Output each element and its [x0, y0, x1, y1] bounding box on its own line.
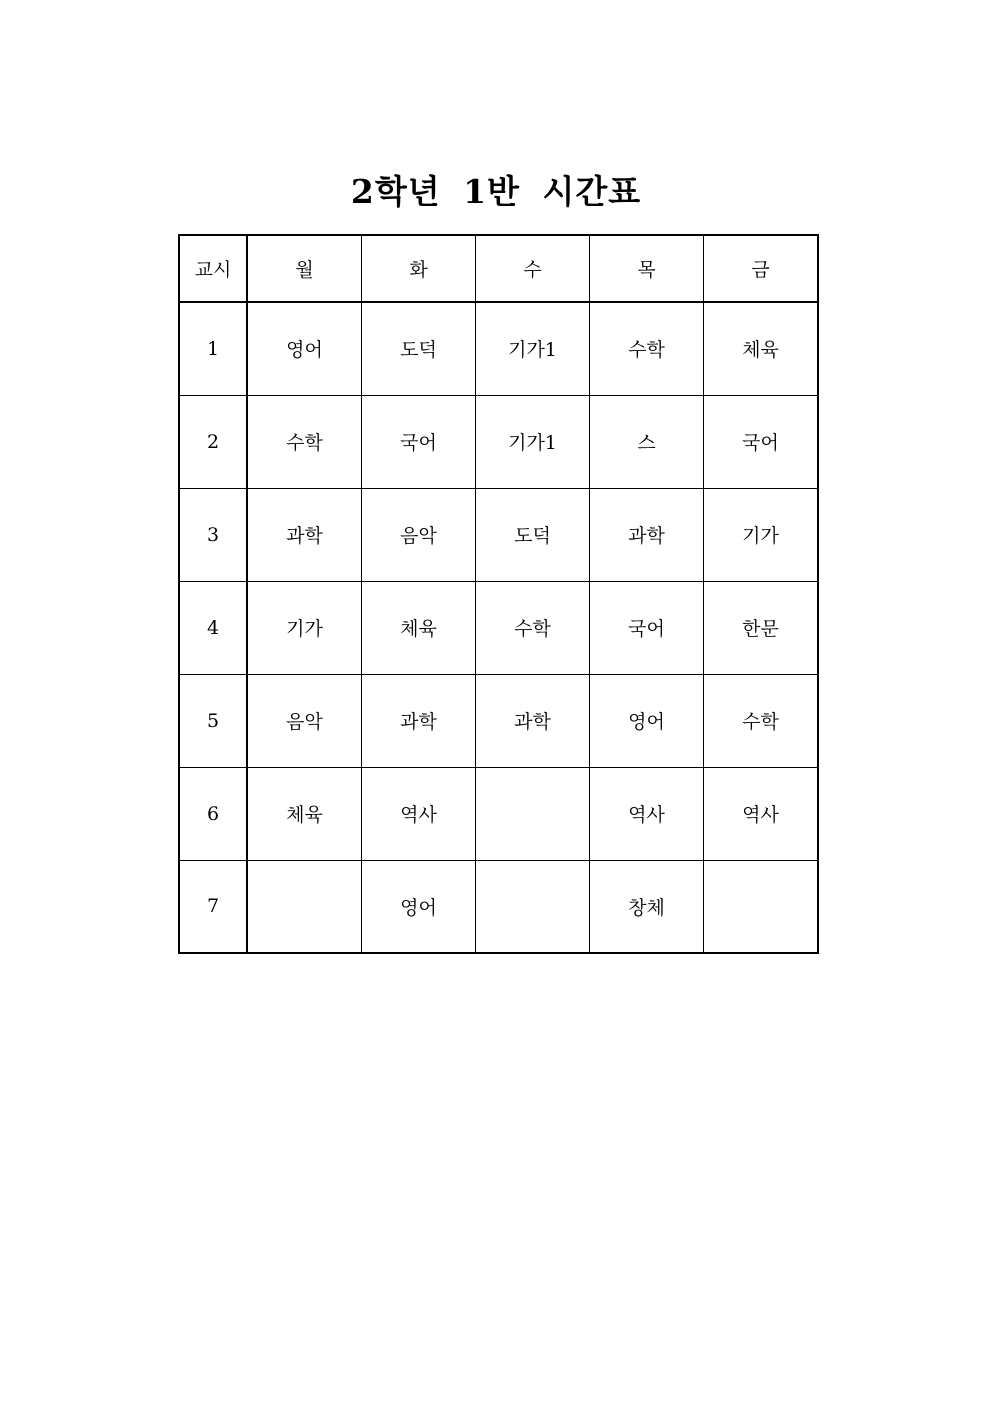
period-number: 7: [179, 860, 247, 953]
subject-cell: 수학: [476, 581, 590, 674]
subject-cell: 과학: [362, 674, 476, 767]
day-header-tue: 화: [362, 235, 476, 302]
timetable: [178, 234, 819, 954]
day-header-thu: 목: [590, 235, 704, 302]
day-header-wed: 수: [476, 235, 590, 302]
subject-cell: 국어: [362, 395, 476, 488]
subject-cell: 음악: [362, 488, 476, 581]
table-row: [179, 395, 818, 488]
subject-cell: 음악: [247, 674, 362, 767]
subject-cell: 체육: [247, 767, 362, 860]
subject-cell: 기가: [704, 488, 819, 581]
subject-cell: 역사: [590, 767, 704, 860]
table-row: [179, 488, 818, 581]
subject-cell: 과학: [590, 488, 704, 581]
subject-cell: 역사: [362, 767, 476, 860]
subject-cell: 역사: [704, 767, 819, 860]
subject-cell: 과학: [476, 674, 590, 767]
subject-cell: 창체: [590, 860, 704, 953]
subject-cell: 체육: [362, 581, 476, 674]
period-header: 교시: [179, 235, 247, 302]
subject-cell: 기가1: [476, 395, 590, 488]
subject-cell: 도덕: [362, 302, 476, 395]
subject-cell: 수학: [704, 674, 819, 767]
subject-cell: 국어: [704, 395, 819, 488]
subject-cell: 체육: [704, 302, 819, 395]
table-row: [179, 860, 818, 953]
table-row: [179, 767, 818, 860]
subject-cell: 영어: [590, 674, 704, 767]
period-number: 3: [179, 488, 247, 581]
subject-cell: 한문: [704, 581, 819, 674]
period-number: 1: [179, 302, 247, 395]
day-header-mon: 월: [247, 235, 362, 302]
period-number: 2: [179, 395, 247, 488]
subject-cell: [247, 860, 362, 953]
header-row: [179, 235, 818, 302]
subject-cell: 수학: [590, 302, 704, 395]
subject-cell: [704, 860, 819, 953]
subject-cell: [476, 860, 590, 953]
subject-cell: [476, 767, 590, 860]
subject-cell: 스: [590, 395, 704, 488]
day-header-fri: 금: [704, 235, 819, 302]
subject-cell: 국어: [590, 581, 704, 674]
table-row: [179, 674, 818, 767]
subject-cell: 과학: [247, 488, 362, 581]
table-row: [179, 581, 818, 674]
period-number: 5: [179, 674, 247, 767]
period-number: 6: [179, 767, 247, 860]
subject-cell: 기가: [247, 581, 362, 674]
subject-cell: 영어: [247, 302, 362, 395]
period-number: 4: [179, 581, 247, 674]
subject-cell: 도덕: [476, 488, 590, 581]
page-title: 2학년 1반 시간표: [350, 172, 642, 211]
subject-cell: 기가1: [476, 302, 590, 395]
subject-cell: 영어: [362, 860, 476, 953]
table-row: [179, 302, 818, 395]
subject-cell: 수학: [247, 395, 362, 488]
